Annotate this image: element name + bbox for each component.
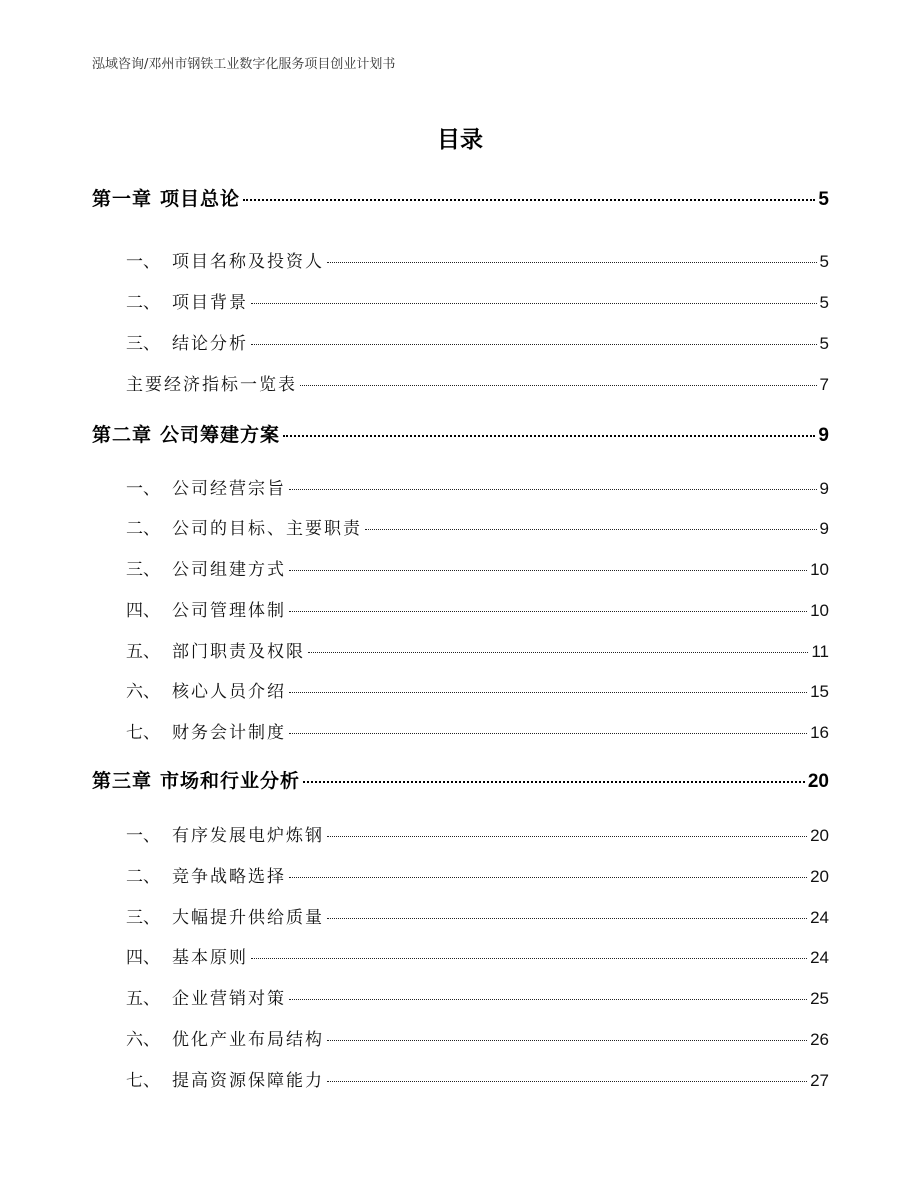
toc-entry-number: 六、 <box>126 682 160 702</box>
toc-entry-title: 财务会计制度 <box>172 723 286 743</box>
toc-entry[interactable] <box>126 514 829 539</box>
toc-entry-number: 七、 <box>126 723 160 743</box>
toc-entry[interactable] <box>126 247 829 272</box>
toc-leader-dots <box>289 692 807 693</box>
toc-page-number: 5 <box>819 293 829 312</box>
toc-leader-dots <box>327 262 817 263</box>
toc-entry-number: 三、 <box>126 334 160 354</box>
toc-chapter-3[interactable] <box>92 766 829 793</box>
toc-leader-dots <box>289 570 807 571</box>
toc-entry[interactable] <box>126 474 829 499</box>
toc-page-number: 24 <box>810 948 829 967</box>
toc-page-number: 9 <box>819 479 829 498</box>
toc-page-number: 10 <box>810 560 829 579</box>
toc-entry-title: 公司组建方式 <box>172 560 286 580</box>
toc-page-number: 5 <box>819 334 829 353</box>
toc-chapter-title: 项目总论 <box>160 188 241 210</box>
toc-entry-number: 一、 <box>126 252 160 272</box>
toc-entry-title: 公司管理体制 <box>172 601 286 621</box>
toc-entry[interactable] <box>126 555 829 580</box>
toc-page-number: 11 <box>811 642 829 661</box>
toc-entry-number: 五、 <box>126 989 160 1009</box>
toc-entry-title: 企业营销对策 <box>172 989 286 1009</box>
toc-entry-title: 优化产业布局结构 <box>172 1030 324 1050</box>
toc-entry[interactable] <box>126 596 829 621</box>
toc-entry-title: 核心人员介绍 <box>172 682 286 702</box>
toc-entry-number: 六、 <box>126 1030 160 1050</box>
toc-page-number: 20 <box>807 771 829 792</box>
toc-leader-dots <box>289 733 807 734</box>
toc-entry[interactable] <box>126 862 829 887</box>
page-title: 目录 <box>437 127 483 153</box>
toc-entry-number: 二、 <box>126 867 160 887</box>
toc-entry[interactable] <box>126 718 829 743</box>
toc-page-number: 20 <box>810 826 829 845</box>
toc-entry-title: 基本原则 <box>172 948 248 968</box>
toc-entry-number: 四、 <box>126 948 160 968</box>
toc-entry-number: 二、 <box>126 293 160 313</box>
toc-entry-title: 大幅提升供给质量 <box>172 908 324 928</box>
toc-entry[interactable] <box>126 329 829 354</box>
toc-chapter-title: 市场和行业分析 <box>160 770 301 792</box>
toc-leader-dots <box>327 918 807 919</box>
toc-entry-title: 公司的目标、主要职责 <box>172 519 362 539</box>
toc-leader-dots <box>303 781 805 783</box>
toc-page-number: 20 <box>810 867 829 886</box>
toc-entry[interactable] <box>126 288 829 313</box>
toc-page-number: 9 <box>818 425 829 446</box>
toc-page-number: 25 <box>810 989 829 1008</box>
toc-page-number: 15 <box>810 682 829 701</box>
toc-entry-title: 项目名称及投资人 <box>172 252 324 272</box>
toc-leader-dots <box>289 877 807 878</box>
toc-leader-dots <box>251 958 807 959</box>
toc-entry-title: 部门职责及权限 <box>172 642 305 662</box>
toc-entry-number: 七、 <box>126 1071 160 1091</box>
toc-chapter-number: 第二章 <box>92 424 153 446</box>
toc-entry-number: 三、 <box>126 908 160 928</box>
toc-leader-dots <box>327 1040 807 1041</box>
toc-page-number: 7 <box>819 375 829 394</box>
toc-page-number: 16 <box>810 723 829 742</box>
toc-entry[interactable] <box>126 1066 829 1091</box>
toc-entry[interactable] <box>126 677 829 702</box>
toc-entry-number: 一、 <box>126 479 160 499</box>
toc-entry[interactable] <box>126 984 829 1009</box>
toc-leader-dots <box>283 435 815 437</box>
toc-page-number: 24 <box>810 908 829 927</box>
toc-entry[interactable] <box>126 903 829 928</box>
toc-leader-dots <box>289 999 807 1000</box>
toc-entry[interactable] <box>126 943 829 968</box>
toc-chapter-number: 第一章 <box>92 188 153 210</box>
toc-entry[interactable] <box>126 1025 829 1050</box>
toc-page-number: 27 <box>810 1071 829 1090</box>
toc-chapter-2[interactable] <box>92 420 829 447</box>
toc-leader-dots <box>251 303 817 304</box>
toc-leader-dots <box>289 611 807 612</box>
toc-leader-dots <box>289 489 817 490</box>
toc-entry-title: 提高资源保障能力 <box>172 1071 324 1091</box>
toc-leader-dots <box>243 199 815 201</box>
toc-entry[interactable] <box>126 821 829 846</box>
toc-entry-number: 三、 <box>126 560 160 580</box>
toc-page-number: 5 <box>819 252 829 271</box>
toc-leader-dots <box>251 344 817 345</box>
toc-leader-dots <box>300 385 817 386</box>
toc-entry-number: 四、 <box>126 601 160 621</box>
toc-leader-dots <box>327 1081 807 1082</box>
toc-chapter-number: 第三章 <box>92 770 153 792</box>
running-header: 泓域咨询/邓州市钢铁工业数字化服务项目创业计划书 <box>92 57 396 72</box>
toc-entry-title: 结论分析 <box>172 334 248 354</box>
toc-entry-title: 项目背景 <box>172 293 248 313</box>
toc-entry-title: 公司经营宗旨 <box>172 479 286 499</box>
toc-entry-title: 有序发展电炉炼钢 <box>172 826 324 846</box>
toc-entry-number: 五、 <box>126 642 160 662</box>
toc-leader-dots <box>308 652 808 653</box>
toc-page-number: 5 <box>818 189 829 210</box>
toc-entry[interactable] <box>126 370 829 395</box>
toc-chapter-1[interactable] <box>92 184 829 211</box>
toc-entry-title: 主要经济指标一览表 <box>126 375 297 395</box>
toc-chapter-title: 公司筹建方案 <box>160 424 281 446</box>
toc-entry-title: 竞争战略选择 <box>172 867 286 887</box>
toc-page-number: 26 <box>810 1030 829 1049</box>
toc-entry-number: 一、 <box>126 826 160 846</box>
toc-leader-dots <box>365 529 817 530</box>
toc-leader-dots <box>327 836 807 837</box>
toc-entry[interactable] <box>126 637 829 662</box>
toc-page-number: 9 <box>819 519 829 538</box>
toc-page-number: 10 <box>810 601 829 620</box>
toc-entry-number: 二、 <box>126 519 160 539</box>
